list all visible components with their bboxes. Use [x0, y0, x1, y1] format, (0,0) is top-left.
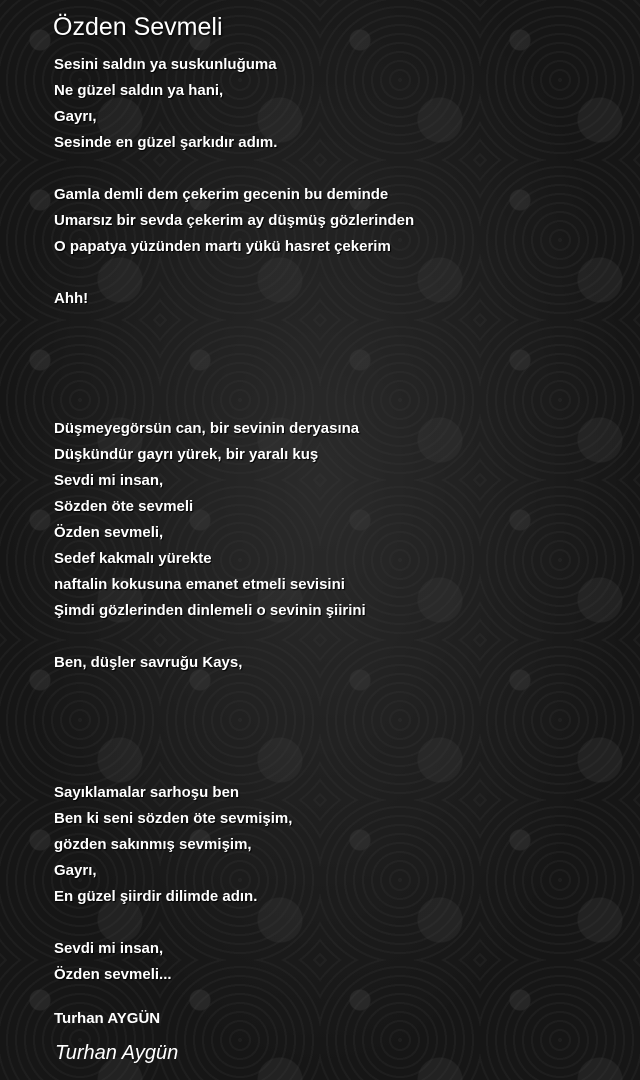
- poem-line: Düşkündür gayrı yürek, bir yaralı kuş: [54, 446, 319, 463]
- blank-line: [54, 156, 614, 182]
- poem-line: Umarsız bir sevda çekerim ay düşmüş gözlerinden: [54, 212, 415, 229]
- blank-line: [54, 910, 614, 936]
- blank-line: [54, 312, 614, 338]
- poem-line: O papatya yüzünden martı yükü hasret çekerim: [54, 238, 391, 255]
- blank-line: [54, 728, 614, 754]
- blank-line: [54, 676, 614, 702]
- poem-line: Gayrı,: [54, 862, 97, 879]
- poem-line: Özden sevmeli...: [54, 966, 172, 983]
- poem-line: Ben, düşler savruğu Kays,: [54, 654, 243, 671]
- blank-line: [54, 364, 614, 390]
- poem-line: naftalin kokusuna emanet etmeli sevisini: [54, 576, 345, 593]
- poem-author: Turhan AYGÜN: [54, 1010, 161, 1027]
- blank-line: [54, 260, 614, 286]
- author-signature: Turhan Aygün: [55, 1042, 179, 1064]
- poem-line: Sayıklamalar sarhoşu ben: [54, 784, 240, 801]
- blank-line: [54, 338, 614, 364]
- poem-line: Gayrı,: [54, 108, 97, 125]
- blank-line: [54, 702, 614, 728]
- poem-title: Özden Sevmeli: [53, 13, 223, 41]
- blank-line: [54, 754, 614, 780]
- poem-line: Ben ki seni sözden öte sevmişim,: [54, 810, 293, 827]
- poem-line: Sesinde en güzel şarkıdır adım.: [54, 134, 278, 151]
- blank-line: [54, 390, 614, 416]
- poem-line: Şimdi gözlerinden dinlemeli o sevinin şiirini: [54, 602, 366, 619]
- poem-line: Özden sevmeli,: [54, 524, 164, 541]
- poem-body: [54, 52, 614, 988]
- poem-line: gözden sakınmış sevmişim,: [54, 836, 252, 853]
- poem-line: Ahh!: [54, 290, 89, 307]
- poem-line: En güzel şiirdir dilimde adın.: [54, 888, 258, 905]
- poem-line: Sözden öte sevmeli: [54, 498, 194, 515]
- blank-line: [54, 624, 614, 650]
- poem-line: Gamla demli dem çekerim gecenin bu deminde: [54, 186, 389, 203]
- poem-line: Ne güzel saldın ya hani,: [54, 82, 224, 99]
- poem-line: Sedef kakmalı yürekte: [54, 550, 212, 567]
- poem-line: Sevdi mi insan,: [54, 472, 164, 489]
- poem-line: Sesini saldın ya suskunluğuma: [54, 56, 277, 73]
- poem-line: Düşmeyegörsün can, bir sevinin deryasına: [54, 420, 360, 437]
- poem-line: Sevdi mi insan,: [54, 940, 164, 957]
